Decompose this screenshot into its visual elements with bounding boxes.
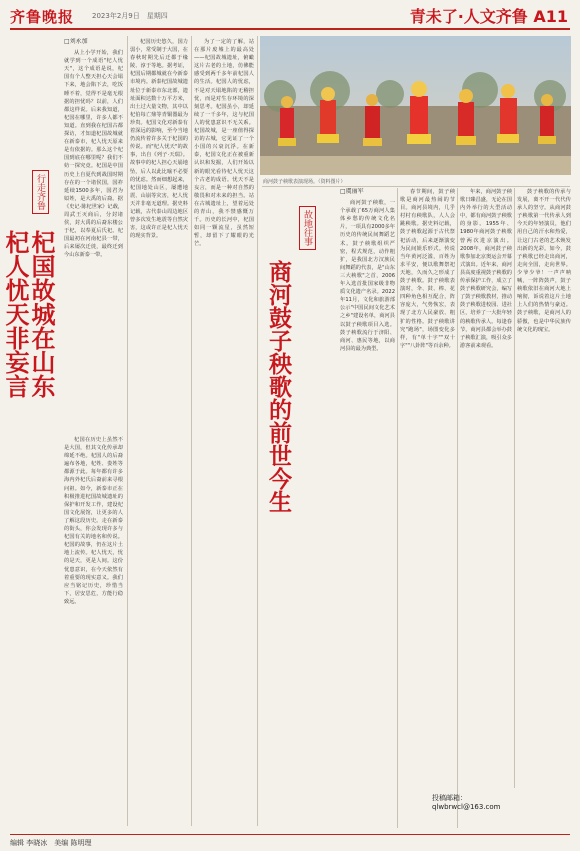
email-label: 投稿邮箱： [432, 794, 467, 802]
submission-email [432, 793, 572, 811]
article1-text-1: 从上小学开始，我们就学到一个成语"杞人忧天"，这个成语是说，杞国有个人整天担心天会塌下来，地会陷下去，吃饭睡不着，觉得不是毫无根据的担忧吗？以前，人们都这样说。后来我知道，杞国在哪里，许多人都不知道。直到我在杞国古都探访，才知道杞国故城就在新泰市，杞人忧天原来是有依据的。那么这个杞国到底在哪里呢？我们不妨一探究竟。杞国是中国历史上自夏代到战国时期存在的一个诸侯国，国祚延续1500多年，国君为姒姓，是大禹的后裔。据《史记·陈杞世家》记载，周武王灭商后，分封诸侯，封大禹的后裔东楼公于杞，以奉夏后氏祀。杞国最初在河南杞县一带，后来屡次迁徙，最终迁到今山东新泰一带。 [64, 50, 123, 259]
article1-text-4: 杞国在历史上虽然不是大国，但其文化传承却绵延不绝。杞国人的后裔遍布各地，杞姓、娄姓等都源于此。每年都有许多海内外杞氏后裔前来寻根问祖。如今，新泰市正在积极推进杞国故城遗址的保护和开发工作，建设杞国文化展馆，让更多的人了解这段历史。走在新泰的街头，你会发现许多与杞国有关的地名和传说。杞国的故事，仍在这片土地上流传。杞人忧天，忧的是天，更是人间。这份忧患意识，在今天依然有着重要的现实意义。我们应当铭记历史，珍惜当下，居安思危，方能行稳致远。 [64, 437, 123, 605]
footer-rule [10, 834, 570, 835]
article1-title-line2: 杞人忧天非妄言 [1, 230, 30, 398]
article2-text-2: 春节期间，鼓子秧歌是商河最热闹的节目。商河县境内，几乎村村有秧歌队，人人会跳秧歌。据史料记载，鼓子秧歌起源于古代祭祀活动，后来逐渐演变为民间娱乐形式。传说当年黄河泛滥，百姓为求平安，便以歌舞祭祀天地，久而久之形成了鼓子秧歌。鼓子秧歌表演时，伞、鼓、棒、花四种角色相互配合，阵容庞大，气势恢宏，表现了北方人民豪放、粗犷的性格。鼓子秧歌讲究"跑场"，场图变化多样，有"单十字""双十字""八卦阵"等百余种。 [400, 189, 455, 349]
issue-date: 2023年2月9日 星期四 [92, 12, 168, 20]
photo-caption: 商河鼓子秧歌表演现场。（资料图片） [263, 179, 346, 185]
header-rule [10, 28, 570, 30]
yangko-dance-photo [260, 36, 571, 175]
article2-text-3: 年来，商河鼓子秧歌日臻昌盛，无论在国内外举行的大型活动中，都有商河鼓子秧歌的身影。1955年、1980年商河鼓子秧歌曾两次进京演出。2008年，商河鼓子秧歌参加北京奥运会开幕式演出。近年来，商河县高度重视鼓子秧歌的传承保护工作，成立了鼓子秧歌研究会，编写了鼓子秧歌教材，推动鼓子秧歌进校园、进社区，培养了一大批年轻的秧歌传承人。每逢春节，商河县都会举办鼓子秧歌汇演，吸引众多游客前来观看。 [460, 189, 512, 349]
article2-title: 商河鼓子秧歌的前世今生 [265, 260, 292, 513]
article2-col4 [517, 188, 571, 788]
masthead: 齐鲁晚报 [10, 8, 75, 26]
article2-tag: 故地往事 [299, 206, 316, 250]
article1-tag: 行走齐鲁 [32, 170, 49, 214]
article1-col3 [194, 38, 254, 828]
article1-col1 [64, 38, 123, 432]
article2-col1 [340, 188, 395, 828]
section-title: 青未了·人文齐鲁 A11 [409, 7, 568, 26]
section-rule [262, 186, 570, 187]
article1-col2 [130, 38, 188, 828]
column-divider [127, 36, 128, 826]
email-address[interactable]: qlwbrwcl@163.com [432, 803, 501, 811]
article1-col4 [64, 436, 123, 828]
column-divider [514, 188, 515, 788]
article2-col2 [400, 188, 455, 828]
column-divider [457, 188, 458, 828]
column-divider [191, 36, 192, 826]
article2-text-4: 鼓子秧歌的传承与发展，离不开一代代传承人的坚守。从商河鼓子秧歌第一代传承人到今天的年轻演员，他们用自己的汗水和热爱，让这门古老的艺术焕发出新的光彩。如今，鼓子秧歌已经走出商河，走向全国，走向世界。少爷少爷！一声声呐喊，一阵阵鼓声，鼓子秧歌依旧在商河大地上响彻，诉说着这片土地上人们的热情与豪迈。鼓子秧歌，是商河人的骄傲，也是中华民族传统文化的瑰宝。 [517, 189, 571, 333]
editor-credits: 编辑 李晓冰 美编 陈明理 [10, 839, 92, 847]
article2-byline: □虞丽军 [340, 188, 364, 195]
article1-text-2: 杞国历史悠久，国力弱小，常受制于大国，在春秋时期先后迁都于缘陵、淳于等地。据考证，杞国后期都城就在今新泰市境内。新泰杞国故城遗址位于新泰市东北部，遗址面积达数十万平方米，出土过大量文物，其中以杞伯每亡鼎等青铜器最为珍贵。杞国文化对新泰有着深远的影响，至今当地仍流传着许多关于杞国的传说。而"杞人忧天"的故事，出自《列子·天瑞》。故事中的杞人担心天崩地坠，后人以此比喻不必要的忧虑。然而细想起来，杞国地处山区，屡遭地震、山崩等灾害，杞人忧天并非毫无道理。据史料记载，古代泰山周边地区曾多次发生地震等自然灾害，这或许正是杞人忧天的现实背景。 [130, 39, 188, 240]
column-divider [257, 36, 258, 826]
column-divider [397, 188, 398, 828]
yangko-dance-illustration [260, 36, 571, 175]
article2-text-1: 商河鼓子秧歌，一个承载了65万商河人集体乡愁的传统文化名片，一项具有2000多年历史的传统民间舞蹈艺术。鼓子秧歌组织严密，程式规范，动作粗犷，是我国北方汉族民间舞蹈的代表，是"山东三大秧歌"之首，2006年入选首批国家级非物质文化遗产名录。2022年11月，文化和旅游部公示"中国民间文化艺术之乡"建设名单，商河县以鼓子秧歌项目入选。鼓子秧歌流行于济阳、商河、惠民等地，以商河县的最为典型。 [340, 200, 395, 352]
article1-title-line1: 杞国故城在山东 [27, 230, 56, 398]
article1-byline: □刘永加 [64, 38, 88, 45]
article2-col3 [460, 188, 512, 568]
article1-text-3: 为了一定的了解，站在那片废墟上的最高处——杞国故城遗址，俯瞰这片古老的土地，仿佛能感受到两千多年前杞国人的生活。杞国人的忧虑，不是对天塌地陷的无稽担忧，而是对生存环境的深刻思考。杞国虽小，却延续了一千多年，这与杞国人的忧患意识不无关系。杞国故城，是一座值得探访的古城，它见证了一个小国的兴衰沉浮。在新泰，杞国文化正在被重新认识和发掘，人们开始以新的眼光看待杞人忧天这个古老的成语。忧天不是妄言，而是一种对自然的敬畏和对未来的担当。站在古城遗址上，望着远处的青山，我不禁感慨万千。历史的长河中，杞国如同一颗流星，虽然短暂，却留下了耀眼的光芒。 [194, 39, 254, 248]
